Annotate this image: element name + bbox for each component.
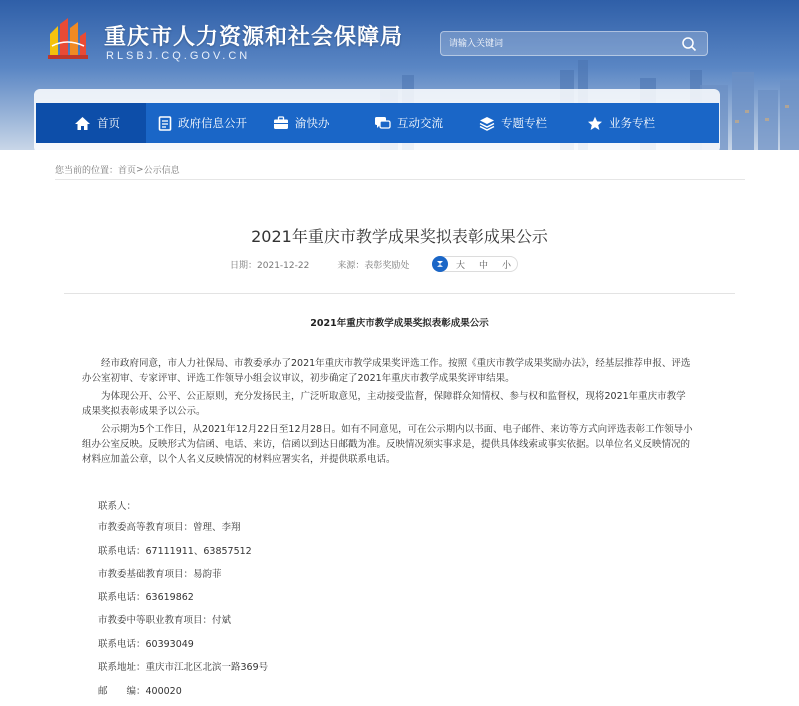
date-value: 2021-12-22: [257, 260, 310, 271]
contact-line: 联系电话：63619862: [98, 592, 194, 603]
contact-line: 邮 编：400020: [98, 686, 182, 697]
contact-line: 市教委中等职业教育项目：付斌: [98, 615, 232, 626]
cq-hrss-logo-icon[interactable]: [44, 16, 90, 60]
breadcrumb-current-link[interactable]: 公示信息: [143, 166, 180, 176]
home-icon: [74, 116, 91, 131]
body-paragraph: 为体现公开、公平、公正原则，充分发扬民主，广泛听取意见，主动接受监督，保障群众知情权、参与权和监督权，现将2021年重庆市教学成果奖拟表彰成果予以公示。: [82, 391, 686, 417]
breadcrumb-home-link[interactable]: 首页: [118, 166, 137, 176]
site-domain: RLSBJ.CQ.GOV.CN: [106, 50, 251, 62]
nav-item-home[interactable]: [36, 103, 146, 143]
nav-item-label: 首页: [97, 116, 120, 130]
title-divider: [64, 293, 735, 294]
nav-item-label: 专题专栏: [501, 116, 547, 130]
breadcrumb-separator: >: [136, 164, 144, 175]
nav-item-interaction[interactable]: [364, 103, 470, 143]
article-subtitle: 2021年重庆市教学成果奖拟表彰成果公示: [310, 318, 489, 329]
body-paragraph: 公示期为5个工作日，从2021年12月22日至12月28日。如有不同意见，可在公示期内以书面、电子邮件、来访等方式向评选表彰工作领导小组办公室反映。反映形式为信函、电话、来访，信函以到达日邮戳为准。反映情况须实事求是，提供具体线索或事实依据。以单位名义反映情况的材料应加盖公章，以个人名义反映情况的材料应署实名，并提供联系电话。: [82, 424, 693, 465]
site-title[interactable]: 重庆市人力资源和社会保障局: [104, 25, 404, 50]
contact-line: 市教委基础教育项目：易韵菲: [98, 569, 222, 580]
layers-icon: [479, 116, 495, 131]
nav-item-special-topics[interactable]: [470, 103, 576, 143]
date-label: 日期：: [230, 260, 258, 271]
contact-line: 联系人：: [98, 501, 137, 512]
article-title: 2021年重庆市教学成果奖拟表彰成果公示: [251, 227, 548, 246]
star-icon: [587, 116, 603, 131]
contact-line: 市教委高等教育项目：曾理、李翔: [98, 522, 241, 533]
nav-item-label: 互动交流: [397, 116, 443, 130]
nav-item-yukuaiban[interactable]: [261, 103, 364, 143]
nav-item-business[interactable]: [576, 103, 719, 143]
nav-item-label: 渝快办: [295, 116, 330, 130]
main-nav: [36, 103, 719, 143]
search-icon[interactable]: [681, 36, 697, 52]
breadcrumb: [55, 160, 745, 180]
chat-icon: [374, 116, 391, 131]
article-meta: [230, 256, 437, 272]
contact-line: 联系地址：重庆市江北区北滨一路369号: [98, 662, 269, 673]
font-size-control: [432, 256, 518, 272]
contact-line: 联系电话：67111911、63857512: [98, 546, 252, 557]
breadcrumb-prefix: 您当前的位置：: [55, 166, 119, 176]
nav-item-label: 业务专栏: [609, 116, 655, 130]
nav-item-gov-info[interactable]: [146, 103, 261, 143]
article-source: [337, 258, 409, 271]
body-paragraph: 经市政府同意，市人力社保局、市教委承办了2021年重庆市教学成果奖评选工作。按照《重庆市教学成果奖励办法》，经基层推荐申报、评选办公室初审、专家评审、评选工作领导小组会议审议，初步确定了2021年重庆市教学成果奖评审结果。: [82, 358, 691, 384]
share-icon[interactable]: [432, 256, 448, 272]
source-value: 表彰奖励处: [364, 260, 410, 271]
font-size-large[interactable]: 大: [456, 260, 466, 271]
search-input[interactable]: [441, 32, 671, 55]
article-date: [230, 258, 309, 271]
font-size-small[interactable]: 小: [502, 260, 512, 271]
article-body: [82, 356, 694, 470]
font-size-medium[interactable]: 中: [479, 260, 489, 271]
briefcase-icon: [273, 116, 289, 130]
nav-item-label: 政府信息公开: [178, 116, 247, 130]
contact-line: 联系电话：60393049: [98, 639, 194, 650]
source-label: 来源：: [337, 260, 365, 271]
search-box: [440, 31, 708, 56]
document-icon: [158, 116, 172, 131]
